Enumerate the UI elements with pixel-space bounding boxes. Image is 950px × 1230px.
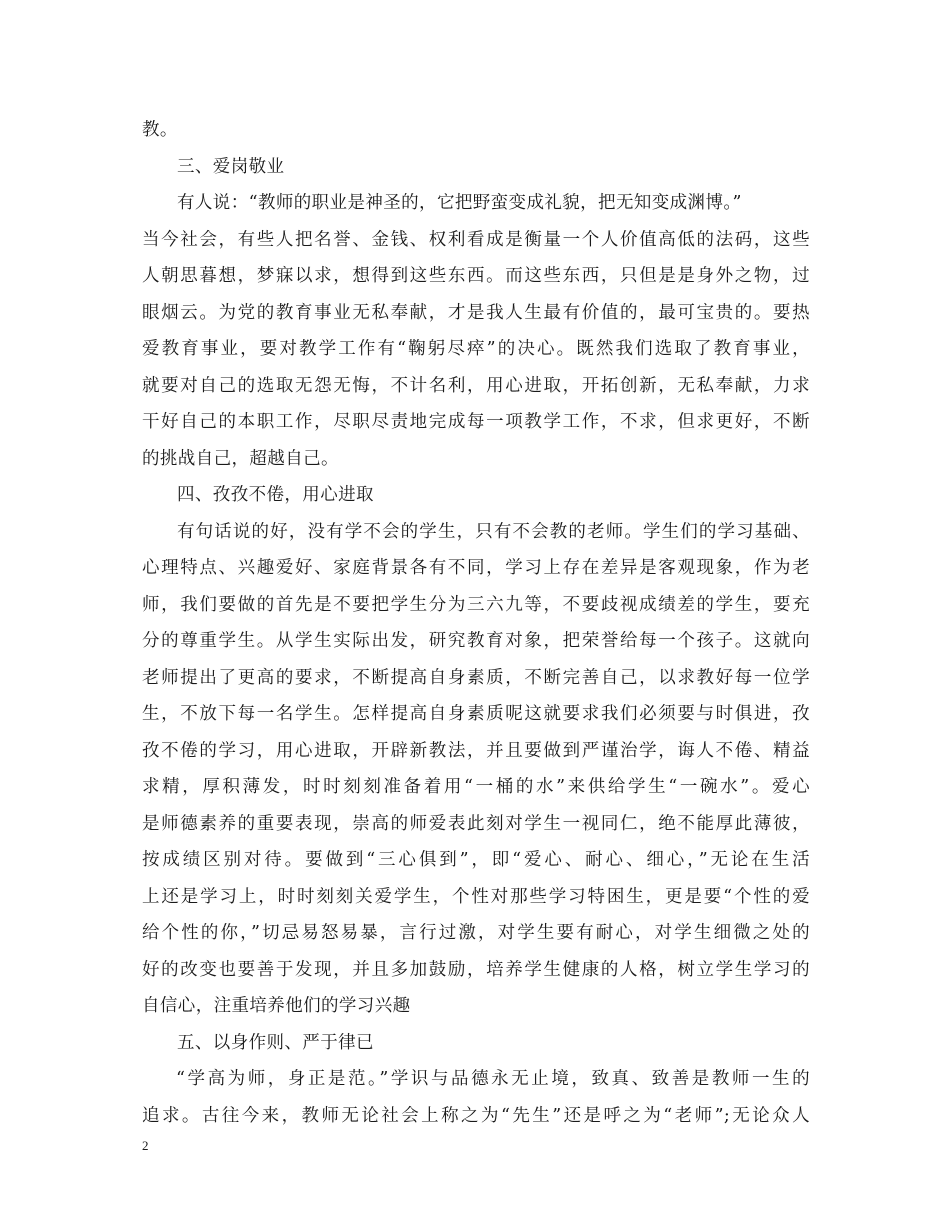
text-line: 求精，厚积薄发，时时刻刻准备着用“一桶的水”来供给学生“一碗水”。爱心 <box>142 777 810 797</box>
section-heading: 四、孜孜不倦，用心进取 <box>177 485 374 505</box>
text-line: 上还是学习上，时时刻刻关爱学生，个性对那些学习特困生，更是要“个性的爱 <box>142 886 810 907</box>
text-line: 爱教育事业，要对教学工作有“鞠躬尽瘁”的决心。既然我们选取了教育事业， <box>142 339 810 359</box>
section-heading: 五、以身作则、严于律已 <box>177 1032 374 1053</box>
text-line: 追求。古往今来，教师无论社会上称之为“先生”还是呼之为“老师”;无论众人 <box>142 1105 810 1126</box>
text-line: 干好自己的本职工作，尽职尽责地完成每一项教学工作，不求，但求更好，不断 <box>142 412 810 432</box>
text-line: 按成绩区别对待。要做到“三心俱到”，即“爱心、耐心、细心，”无论在生活 <box>142 850 810 870</box>
section-heading: 三、爱岗敬业 <box>177 156 285 177</box>
text-line: 有句话说的好，没有学不会的学生，只有不会教的老师。学生们的学习基础、 <box>177 521 810 542</box>
text-line: 人朝思暮想，梦寐以求，想得到这些东西。而这些东西，只但是是身外之物，过 <box>142 266 810 286</box>
text-line: 自信心，注重培养他们的学习兴趣 <box>142 996 411 1016</box>
text-line: 老师提出了更高的要求，不断提高自身素质，不断完善自己，以求教好每一位学 <box>142 667 810 688</box>
text-line: 就要对自己的选取无怨无悔，不计名利，用心进取，开拓创新，无私奉献，力求 <box>142 375 810 396</box>
text-line: 心理特点、兴趣爱好、家庭背景各有不同，学习上存在差异是客观现象，作为老 <box>142 558 810 578</box>
text-line: 有人说：“教师的职业是神圣的，它把野蛮变成礼貌，把无知变成渊博。” <box>177 193 742 213</box>
document-body <box>142 112 810 1134</box>
text-line: 师，我们要做的首先是不要把学生分为三六九等，不要歧视成绩差的学生，要充 <box>142 594 810 615</box>
page-number: 2 <box>142 1138 149 1153</box>
text-line: 生，不放下每一名学生。怎样提高自身素质呢这就要求我们必须要与时俱进，孜 <box>142 704 810 724</box>
text-line: 孜不倦的学习，用心进取，开辟新教法，并且要做到严谨治学，诲人不倦、精益 <box>142 740 810 761</box>
text-line: 教。 <box>142 120 178 140</box>
text-line: 分的尊重学生。从学生实际出发，研究教育对象，把荣誉给每一个孩子。这就向 <box>142 631 810 651</box>
text-line: 给个性的你，”切忌易怒易暴，言行过激，对学生要有耐心，对学生细微之处的 <box>142 923 810 943</box>
text-line: 是师德素养的重要表现，崇高的师爱表此刻对学生一视同仁，绝不能厚此薄彼， <box>142 813 810 834</box>
text-line: 的挑战自己，超越自己。 <box>142 448 339 469</box>
text-line: 当今社会，有些人把名誉、金钱、权利看成是衡量一个人价值高低的法码，这些 <box>142 229 810 250</box>
text-line: 眼烟云。为党的教育事业无私奉献，才是我人生最有价值的，最可宝贵的。要热 <box>142 302 810 323</box>
text-line: 好的改变也要善于发现，并且多加鼓励，培养学生健康的人格，树立学生学习的 <box>142 959 810 980</box>
text-line: “学高为师，身正是范。”学识与品德永无止境，致真、致善是教师一生的 <box>176 1069 810 1089</box>
